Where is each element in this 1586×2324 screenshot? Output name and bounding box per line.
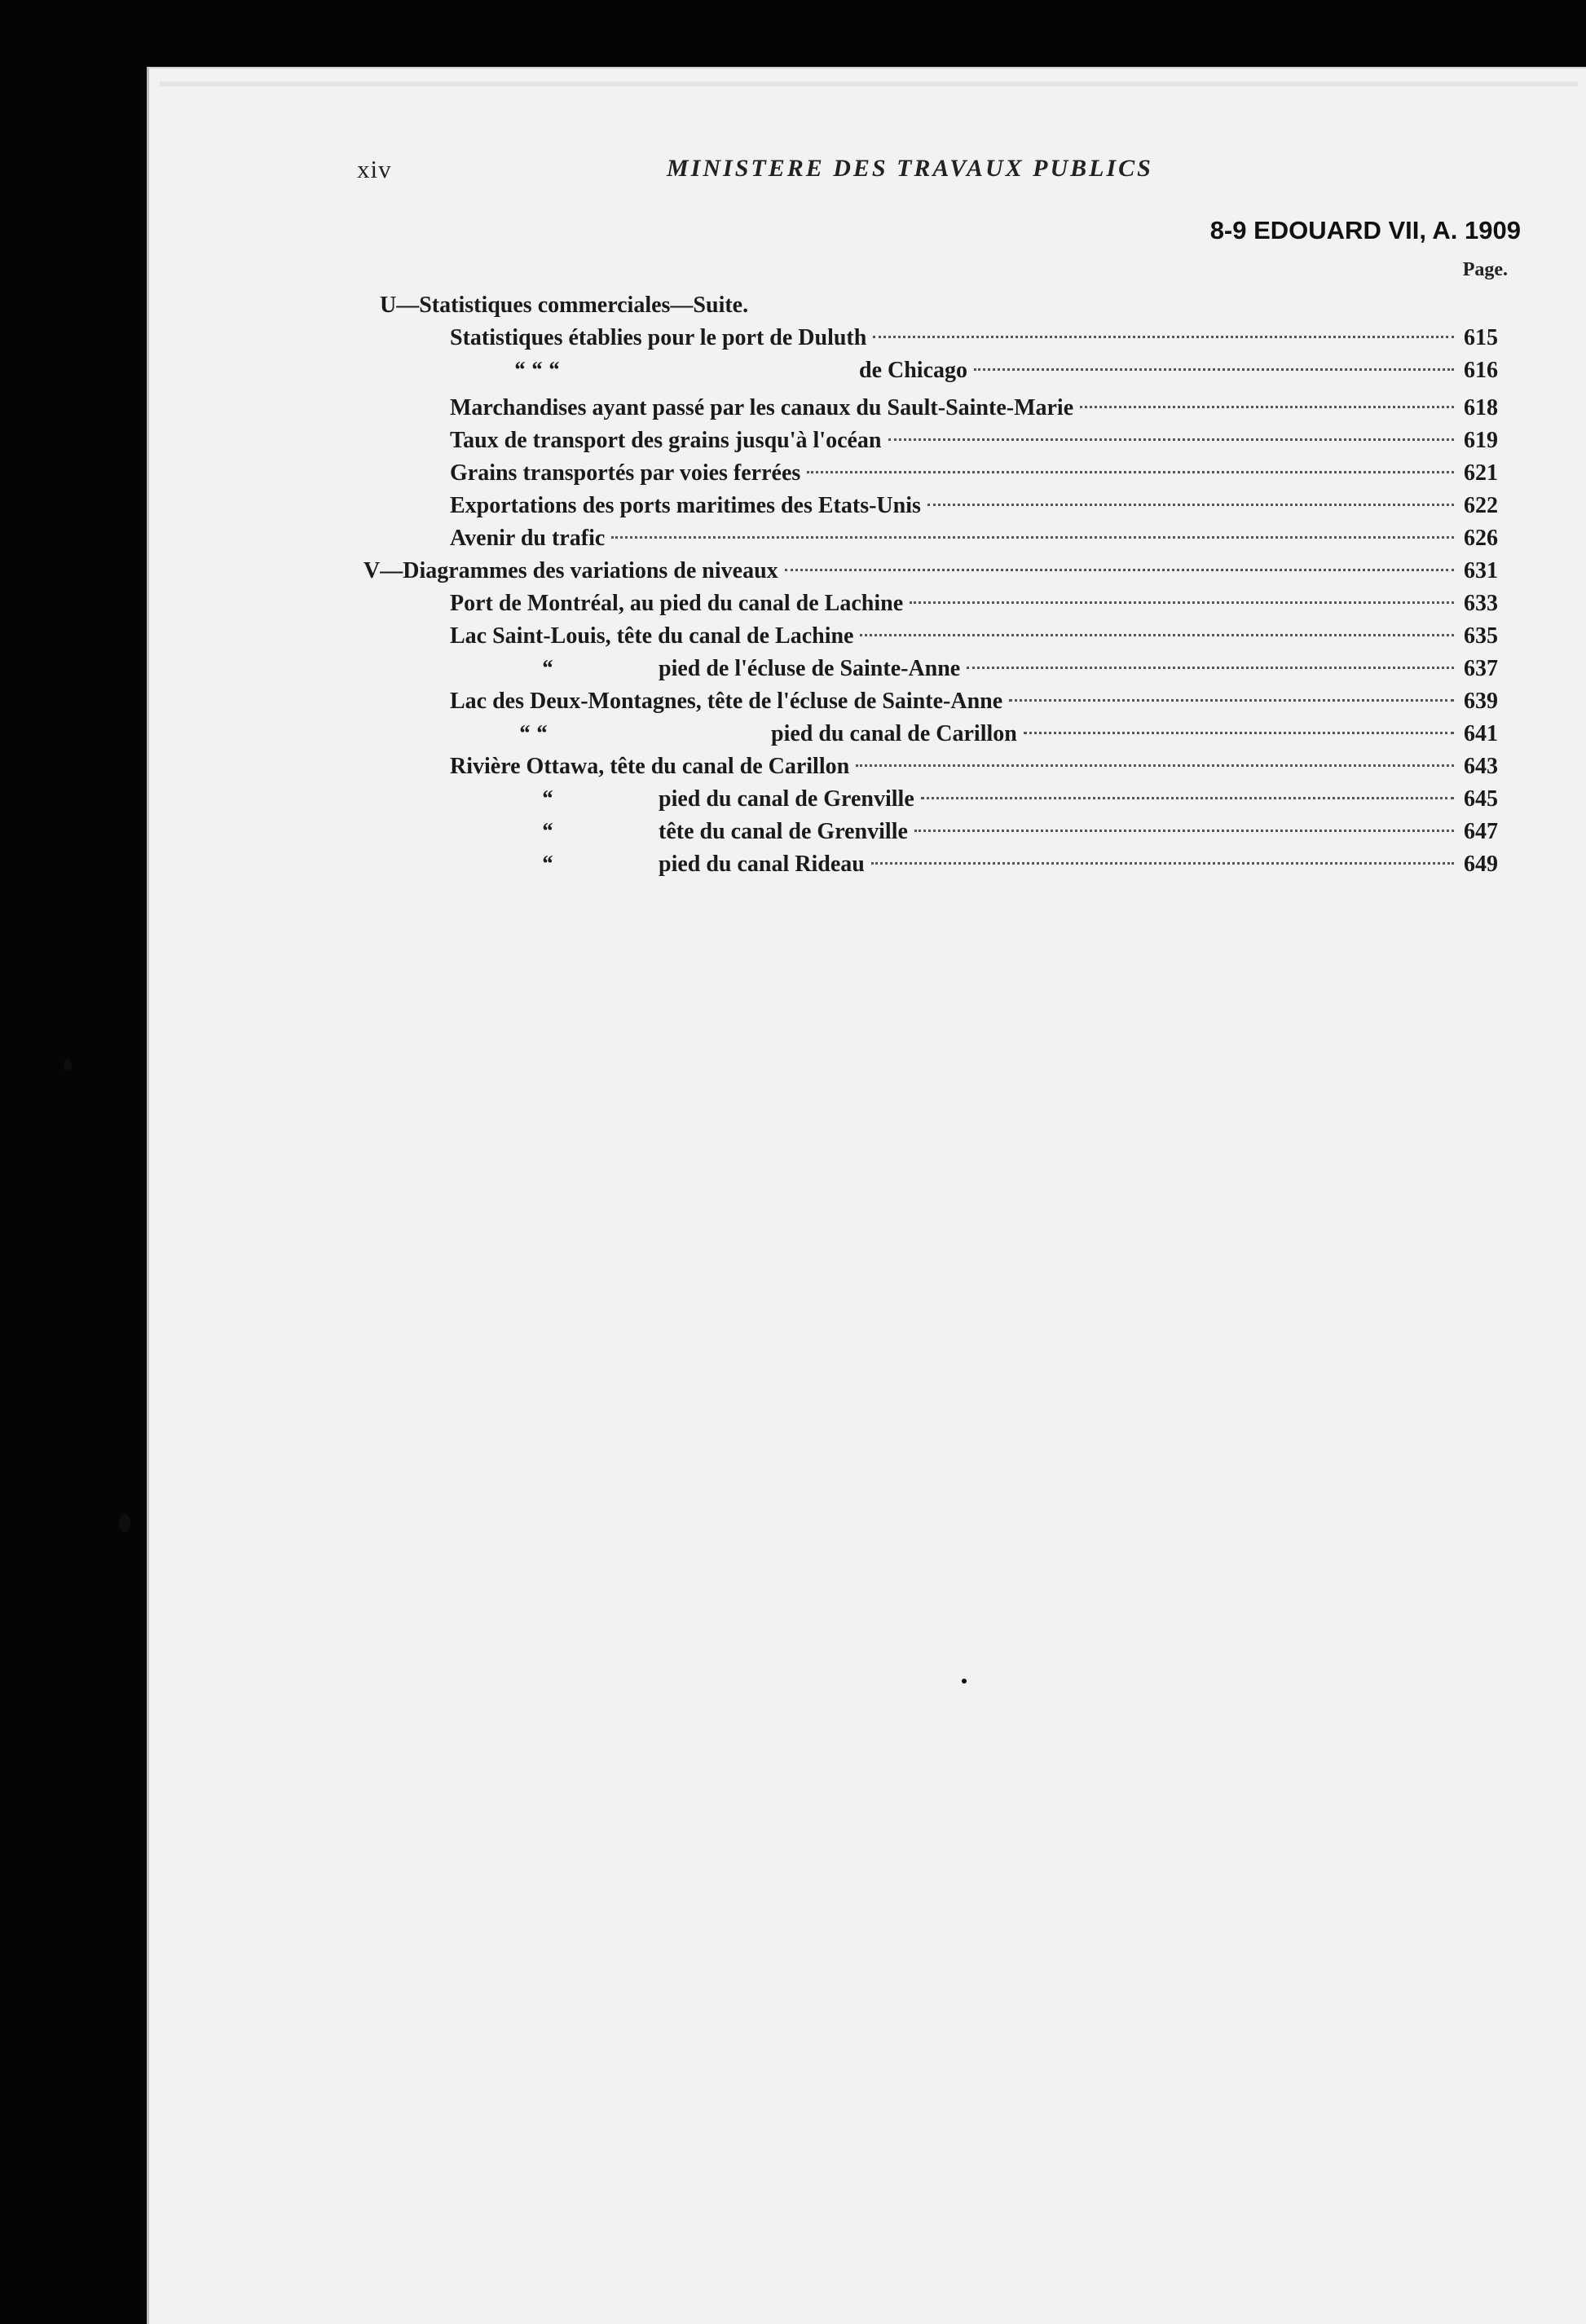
dot-leader bbox=[1024, 732, 1454, 734]
section-heading-text: V—Diagrammes des variations de niveaux bbox=[363, 558, 778, 583]
entry-page: 616 bbox=[1464, 358, 1498, 383]
toc-entry bbox=[450, 457, 1498, 490]
dot-leader bbox=[873, 336, 1454, 338]
entry-page: 622 bbox=[1464, 493, 1498, 518]
section-heading-v bbox=[363, 555, 1498, 588]
toc-entry bbox=[450, 588, 1498, 620]
entry-page: 621 bbox=[1464, 460, 1498, 486]
toc-entry bbox=[450, 490, 1498, 522]
dot-leader bbox=[871, 862, 1454, 865]
ditto-marks: “ bbox=[541, 819, 553, 844]
entry-title: pied du canal de Grenville bbox=[659, 786, 914, 812]
entry-page: 635 bbox=[1464, 623, 1498, 649]
dot-leader bbox=[888, 438, 1455, 441]
running-header bbox=[357, 155, 1522, 191]
toc-entry bbox=[450, 322, 1498, 354]
dot-leader bbox=[927, 504, 1454, 506]
entry-title: Marchandises ayant passé par les canaux du Sault-Sainte-Marie bbox=[450, 395, 1074, 420]
dot-leader bbox=[1009, 699, 1454, 702]
dot-leader bbox=[910, 601, 1454, 604]
entry-title: Grains transportés par voies ferrées bbox=[450, 460, 801, 486]
entry-title: Lac des Deux-Montagnes, tête de l'écluse de Sainte-Anne bbox=[450, 689, 1003, 714]
toc-entry bbox=[450, 522, 1498, 555]
entry-page: 645 bbox=[1464, 786, 1498, 812]
speck bbox=[119, 1514, 130, 1532]
entry-page: 626 bbox=[1464, 526, 1498, 551]
dot-leader bbox=[921, 797, 1454, 799]
toc-entry bbox=[450, 620, 1498, 653]
entry-title: Rivière Ottawa, tête du canal de Carillon bbox=[450, 754, 850, 779]
entry-page: 633 bbox=[1464, 591, 1498, 616]
entry-title: pied du canal Rideau bbox=[659, 852, 865, 877]
ditto-marks: “ bbox=[541, 852, 553, 877]
page-column-label: Page. bbox=[1462, 259, 1508, 280]
entry-page: 619 bbox=[1464, 428, 1498, 453]
entry-title: Lac Saint-Louis, tête du canal de Lachine bbox=[450, 623, 854, 649]
entry-title: Taux de transport des grains jusqu'à l'océan bbox=[450, 428, 882, 453]
speck bbox=[962, 1679, 967, 1684]
entry-page: 618 bbox=[1464, 395, 1498, 420]
toc-entry bbox=[450, 685, 1498, 718]
dot-leader bbox=[611, 536, 1454, 539]
section-heading-u: U—Statistiques commerciales—Suite. bbox=[380, 293, 749, 318]
dot-leader bbox=[974, 368, 1454, 371]
entry-page: 647 bbox=[1464, 819, 1498, 844]
entry-page: 639 bbox=[1464, 689, 1498, 714]
page-edge bbox=[160, 81, 1578, 86]
section-page: 631 bbox=[1464, 558, 1498, 583]
entry-page: 641 bbox=[1464, 721, 1498, 746]
dot-leader bbox=[807, 471, 1454, 473]
entry-title: Exportations des ports maritimes des Etats-Unis bbox=[450, 493, 921, 518]
entry-page: 643 bbox=[1464, 754, 1498, 779]
toc-entry bbox=[541, 848, 1498, 881]
toc-entry bbox=[513, 354, 1498, 387]
ditto-marks: “ “ “ bbox=[513, 358, 559, 383]
entry-page: 637 bbox=[1464, 656, 1498, 681]
speck bbox=[64, 1059, 72, 1071]
entry-page: 649 bbox=[1464, 852, 1498, 877]
dot-leader bbox=[856, 764, 1454, 767]
toc-entry bbox=[450, 425, 1498, 457]
dot-leader bbox=[914, 830, 1454, 832]
toc-entry bbox=[450, 392, 1498, 425]
entry-title: de Chicago bbox=[859, 358, 967, 383]
toc-entry bbox=[541, 816, 1498, 848]
dot-leader bbox=[967, 667, 1454, 669]
toc-entry bbox=[518, 718, 1498, 750]
entry-title: Statistiques établies pour le port de Duluth bbox=[450, 325, 867, 350]
dot-leader bbox=[785, 569, 1454, 571]
dot-leader bbox=[1080, 406, 1454, 408]
ditto-marks: “ “ bbox=[518, 721, 547, 746]
page-number: xiv bbox=[357, 155, 392, 183]
session-label: 8-9 EDOUARD VII, A. 1909 bbox=[1209, 216, 1521, 244]
toc-entry bbox=[541, 653, 1498, 685]
ditto-marks: “ bbox=[541, 656, 553, 681]
running-title: MINISTERE DES TRAVAUX PUBLICS bbox=[667, 155, 1153, 182]
entry-title: pied du canal de Carillon bbox=[771, 721, 1017, 746]
toc-entry bbox=[541, 783, 1498, 816]
entry-page: 615 bbox=[1464, 325, 1498, 350]
entry-title: tête du canal de Grenville bbox=[659, 819, 908, 844]
entry-title: Port de Montréal, au pied du canal de Lachine bbox=[450, 591, 904, 616]
dot-leader bbox=[860, 634, 1454, 636]
entry-title: pied de l'écluse de Sainte-Anne bbox=[659, 656, 961, 681]
entry-title: Avenir du trafic bbox=[450, 526, 606, 551]
toc-entry bbox=[450, 750, 1498, 783]
ditto-marks: “ bbox=[541, 786, 553, 812]
